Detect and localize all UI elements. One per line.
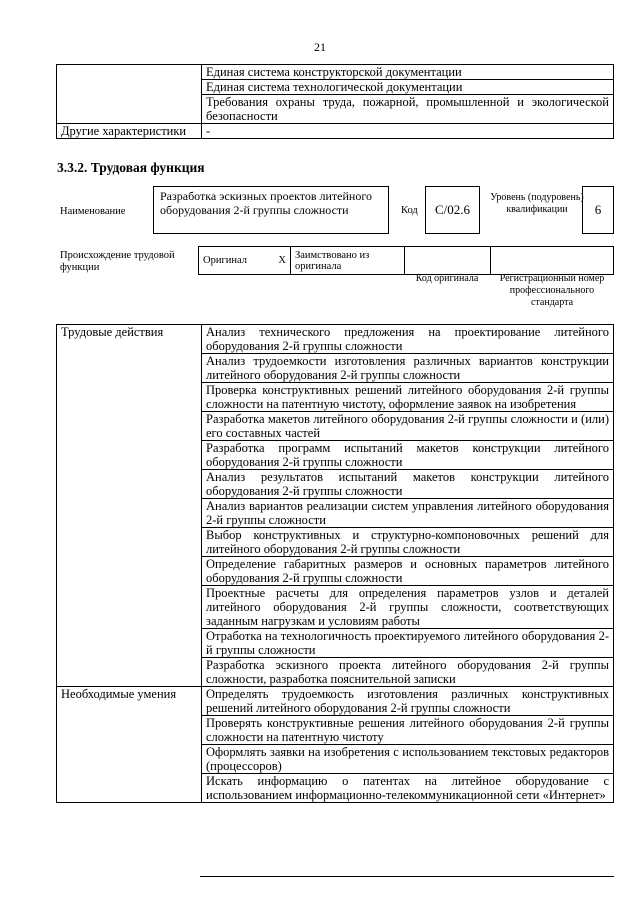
labor-actions-item: Анализ трудоемкости изготовления различных вариантов конструкции литейного оборудования 2-й группы сложности	[202, 354, 614, 383]
empty-label-cell	[57, 65, 202, 124]
labor-actions-item: Анализ вариантов реализации систем управления литейного оборудования 2-й группы сложности	[202, 499, 614, 528]
table-row	[57, 325, 614, 354]
borrowed-label: Заимствовано из оригинала	[291, 247, 405, 275]
original-code-cell	[405, 247, 491, 275]
skills-item: Проверять конструктивные решения литейного оборудования 2-й группы сложности на патентную чистоту	[202, 716, 614, 745]
skills-item: Определять трудоемкость изготовления различных конструктивных решений литейного оборудования 2-й группы сложности	[202, 687, 614, 716]
origin-table	[198, 246, 614, 275]
original-code-caption: Код оригинала	[415, 273, 479, 284]
name-label: Наименование	[60, 206, 126, 217]
other-characteristics-value: -	[202, 124, 614, 139]
table-cell: Единая система технологической документации	[202, 80, 614, 95]
table-cell: Требования охраны труда, пожарной, промышленной и экологической безопасности	[202, 95, 614, 124]
code-label: Код	[401, 205, 418, 216]
table-cell: Единая система конструкторской документации	[202, 65, 614, 80]
skills-item: Искать информацию о патентах на литейное оборудование с использованием информационно-телекоммуникационной сети «Интернет»	[202, 774, 614, 803]
origin-label: Происхождение трудовой функции	[60, 250, 175, 273]
qualification-level-box: 6	[582, 186, 614, 234]
function-code-box: C/02.6	[425, 186, 480, 234]
page-number: 21	[314, 40, 326, 54]
labor-actions-label: Трудовые действия	[57, 325, 202, 687]
labor-actions-item: Анализ результатов испытаний макетов конструкции литейного оборудования 2-й группы сложности	[202, 470, 614, 499]
table-row	[57, 124, 614, 139]
labor-actions-item: Разработка макетов литейного оборудования 2-й группы сложности и (или) его составных частей	[202, 412, 614, 441]
top-characteristics-table	[56, 64, 614, 139]
labor-actions-item: Отработка на технологичность проектируемого литейного оборудования 2-й группы сложности	[202, 629, 614, 658]
labor-actions-item: Анализ технического предложения на проектирование литейного оборудования 2-й группы сложности	[202, 325, 614, 354]
function-details-table	[56, 324, 614, 803]
labor-actions-item: Проектные расчеты для определения параметров узлов и деталей литейного оборудования 2-й группы сложности, соответствующих заданным нагрузкам и условиям работы	[202, 586, 614, 629]
function-name-box: Разработка эскизных проектов литейного оборудования 2-й группы сложности	[153, 186, 389, 234]
skills-item: Оформлять заявки на изобретения с использованием текстовых редакторов (процессоров)	[202, 745, 614, 774]
bottom-rule	[200, 876, 614, 877]
labor-actions-item: Разработка эскизного проекта литейного оборудования 2-й группы сложности, разработка пояснительной записки	[202, 658, 614, 687]
other-characteristics-label: Другие характеристики	[57, 124, 202, 139]
table-row	[57, 65, 614, 80]
labor-actions-item: Проверка конструктивных решений литейного оборудования 2-й группы сложности на патентную чистоту, оформление заявок на изобретения	[202, 383, 614, 412]
registration-number-caption: Регистрационный номер профессионального стандарта	[499, 273, 605, 308]
registration-number-cell	[491, 247, 614, 275]
original-label: Оригинал	[199, 247, 269, 275]
labor-actions-item: Выбор конструктивных и структурно-компоновочных решений для литейного оборудования 2-й группы сложности	[202, 528, 614, 557]
skills-label: Необходимые умения	[57, 687, 202, 803]
labor-actions-item: Разработка программ испытаний макетов конструкции литейного оборудования 2-й группы сложности	[202, 441, 614, 470]
table-row	[57, 687, 614, 716]
labor-actions-item: Определение габаритных размеров и основных параметров литейного оборудования 2-й группы сложности	[202, 557, 614, 586]
original-mark: X	[269, 247, 291, 275]
section-title: 3.3.2. Трудовая функция	[57, 160, 205, 175]
qualification-level-label: Уровень (подуровень) квалификации	[490, 192, 584, 215]
table-row	[199, 247, 614, 275]
